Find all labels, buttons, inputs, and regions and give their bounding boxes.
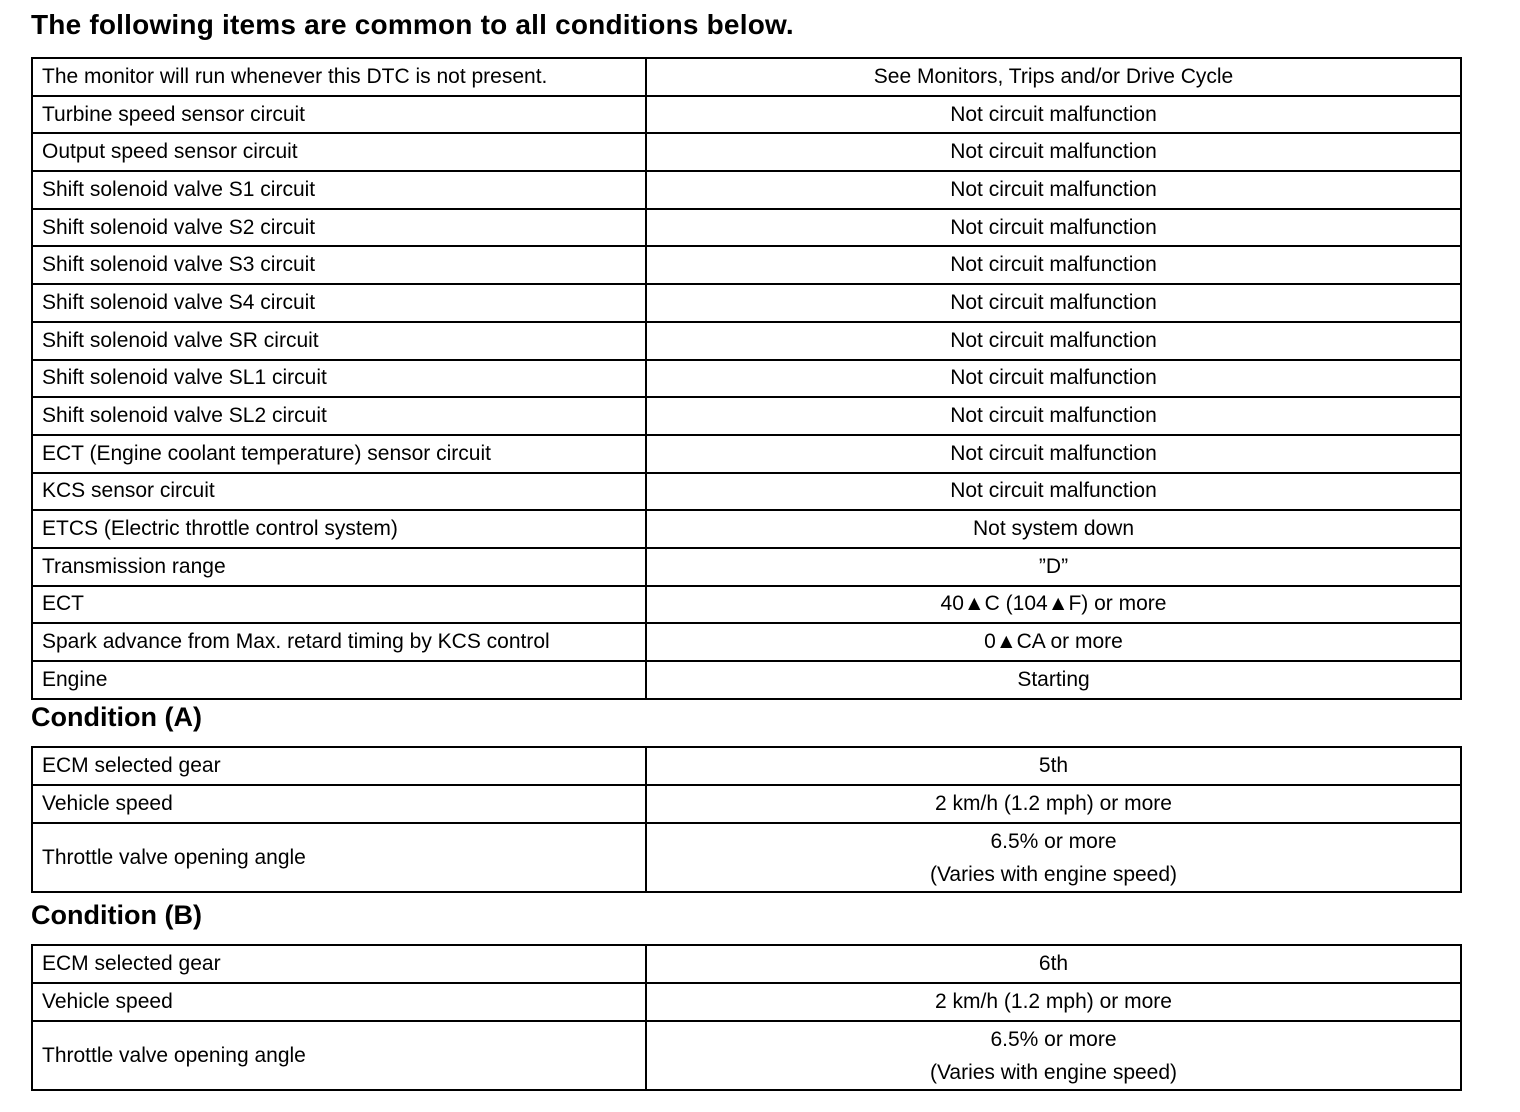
table-row xyxy=(32,1021,1461,1090)
value-cell: 2 km/h (1.2 mph) or more xyxy=(646,983,1461,1021)
value-cell: Not circuit malfunction xyxy=(646,133,1461,171)
table-row xyxy=(32,284,1461,322)
table-row xyxy=(32,983,1461,1021)
value-cell: Not circuit malfunction xyxy=(646,96,1461,134)
table-row xyxy=(32,510,1461,548)
table-row xyxy=(32,623,1461,661)
value-cell: 40▲C (104▲F) or more xyxy=(646,586,1461,624)
value-cell: ”D” xyxy=(646,548,1461,586)
table-row xyxy=(32,435,1461,473)
condition-a-heading: Condition (A) xyxy=(31,702,202,732)
value-cell xyxy=(646,823,1461,892)
item-cell: The monitor will run whenever this DTC is not present. xyxy=(32,58,646,96)
item-cell: Shift solenoid valve SR circuit xyxy=(32,322,646,360)
item-cell: Output speed sensor circuit xyxy=(32,133,646,171)
common-conditions-table xyxy=(31,57,1462,700)
table-row xyxy=(32,586,1461,624)
table-row xyxy=(32,171,1461,209)
common-conditions-heading: The following items are common to all conditions below. xyxy=(31,9,794,40)
table-row xyxy=(32,785,1461,823)
item-cell: Throttle valve opening angle xyxy=(32,1021,646,1090)
value-cell: Not circuit malfunction xyxy=(646,360,1461,398)
table-row xyxy=(32,397,1461,435)
item-cell: ECT (Engine coolant temperature) sensor circuit xyxy=(32,435,646,473)
table-row xyxy=(32,747,1461,785)
table-row xyxy=(32,661,1461,699)
condition-b-heading: Condition (B) xyxy=(31,900,202,930)
table-row xyxy=(32,322,1461,360)
value-note: (Varies with engine speed) xyxy=(929,1060,1178,1084)
table-row xyxy=(32,58,1461,96)
table-row xyxy=(32,133,1461,171)
value-cell: Not circuit malfunction xyxy=(646,209,1461,247)
table-row xyxy=(32,246,1461,284)
table-row xyxy=(32,473,1461,511)
value-cell: 6th xyxy=(646,945,1461,983)
value-note: (Varies with engine speed) xyxy=(929,862,1178,886)
item-cell: Transmission range xyxy=(32,548,646,586)
item-cell: ETCS (Electric throttle control system) xyxy=(32,510,646,548)
value-cell: Not circuit malfunction xyxy=(646,435,1461,473)
value-cell: See Monitors, Trips and/or Drive Cycle xyxy=(646,58,1461,96)
value-cell: Not circuit malfunction xyxy=(646,246,1461,284)
item-cell: Vehicle speed xyxy=(32,785,646,823)
table-row xyxy=(32,360,1461,398)
item-cell: Shift solenoid valve S1 circuit xyxy=(32,171,646,209)
value-cell: Not circuit malfunction xyxy=(646,171,1461,209)
value-cell: Starting xyxy=(646,661,1461,699)
item-cell: Vehicle speed xyxy=(32,983,646,1021)
item-cell: Shift solenoid valve S2 circuit xyxy=(32,209,646,247)
value-line: 6.5% or more xyxy=(990,1027,1117,1051)
value-cell: 0▲CA or more xyxy=(646,623,1461,661)
table-row xyxy=(32,96,1461,134)
item-cell: Throttle valve opening angle xyxy=(32,823,646,892)
value-cell: Not circuit malfunction xyxy=(646,284,1461,322)
item-cell: Shift solenoid valve S4 circuit xyxy=(32,284,646,322)
value-cell: Not system down xyxy=(646,510,1461,548)
value-cell xyxy=(646,1021,1461,1090)
item-cell: KCS sensor circuit xyxy=(32,473,646,511)
item-cell: Shift solenoid valve S3 circuit xyxy=(32,246,646,284)
item-cell: Turbine speed sensor circuit xyxy=(32,96,646,134)
item-cell: Engine xyxy=(32,661,646,699)
item-cell: Spark advance from Max. retard timing by KCS control xyxy=(32,623,646,661)
table-row xyxy=(32,945,1461,983)
value-cell: 5th xyxy=(646,747,1461,785)
value-cell: Not circuit malfunction xyxy=(646,473,1461,511)
value-cell: 2 km/h (1.2 mph) or more xyxy=(646,785,1461,823)
value-cell: Not circuit malfunction xyxy=(646,322,1461,360)
table-row xyxy=(32,209,1461,247)
item-cell: Shift solenoid valve SL2 circuit xyxy=(32,397,646,435)
item-cell: ECM selected gear xyxy=(32,747,646,785)
condition-a-table xyxy=(31,746,1462,893)
item-cell: Shift solenoid valve SL1 circuit xyxy=(32,360,646,398)
item-cell: ECM selected gear xyxy=(32,945,646,983)
value-cell: Not circuit malfunction xyxy=(646,397,1461,435)
item-cell: ECT xyxy=(32,586,646,624)
table-row xyxy=(32,823,1461,892)
value-line: 6.5% or more xyxy=(990,829,1117,853)
condition-b-table xyxy=(31,944,1462,1091)
table-row xyxy=(32,548,1461,586)
